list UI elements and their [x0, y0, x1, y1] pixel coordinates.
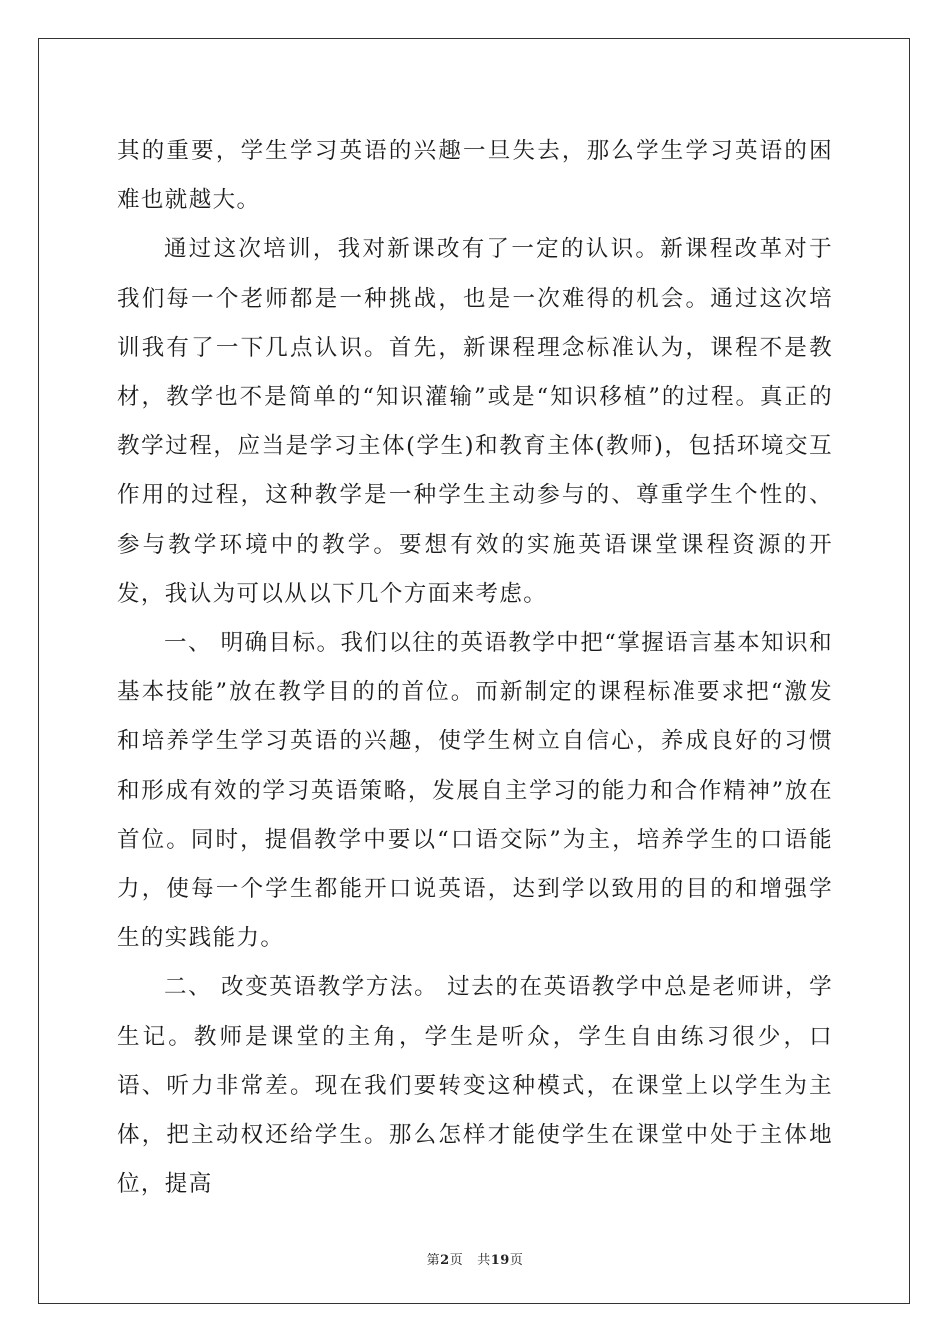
total-page-count: 19 [490, 1253, 510, 1268]
page-footer [0, 1249, 950, 1268]
page-label-prefix: 第 [426, 1253, 441, 1268]
paragraph: 通过这次培训，我对新课改有了一定的认识。新课程改革对于我们每一个老师都是一种挑战，也是一次难得的机会。通过这次培训我有了一下几点认识。首先，新课程理念标准认为，课程不是教材，教学也不是简单的“知识灌输”或是“知识移植”的过程。真正的教学过程，应当是学习主体(学生)和教育主体(教师)，包括环境交互作用的过程，这种教学是一种学生主动参与的、尊重学生个性的、参与教学环境中的教学。要想有效的实施英语课堂课程资源的开发，我认为可以从以下几个方面来考虑。 [117, 236, 833, 607]
paragraph: 二、 改变英语教学方法。 过去的在英语教学中总是老师讲，学生记。教师是课堂的主角，学生是听众，学生自由练习很少，口语、听力非常差。现在我们要转变这种模式，在课堂上以学生为主体，把主动权还给学生。那么怎样才能使学生在课堂中处于主体地位，提高 [117, 974, 833, 1198]
document-body [117, 127, 833, 1209]
current-page-number: 2 [440, 1253, 450, 1268]
page-label-suffix: 页 [449, 1253, 464, 1268]
paragraph: 其的重要，学生学习英语的兴趣一旦失去，那么学生学习英语的困难也就越大。 [117, 138, 833, 214]
paragraph: 一、 明确目标。我们以往的英语教学中把“掌握语言基本知识和基本技能”放在教学目的的首位。而新制定的课程标准要求把“激发和培养学生学习英语的兴趣，使学生树立自信心，养成良好的习惯和形成有效的学习英语策略，发展自主学习的能力和合作精神”放在首位。同时，提倡教学中要以“口语交际”为主，培养学生的口语能力，使每一个学生都能开口说英语，达到学以致用的目的和增强学生的实践能力。 [117, 630, 833, 952]
total-label-suffix: 页 [509, 1253, 524, 1268]
total-label-prefix: 共 [477, 1253, 491, 1268]
